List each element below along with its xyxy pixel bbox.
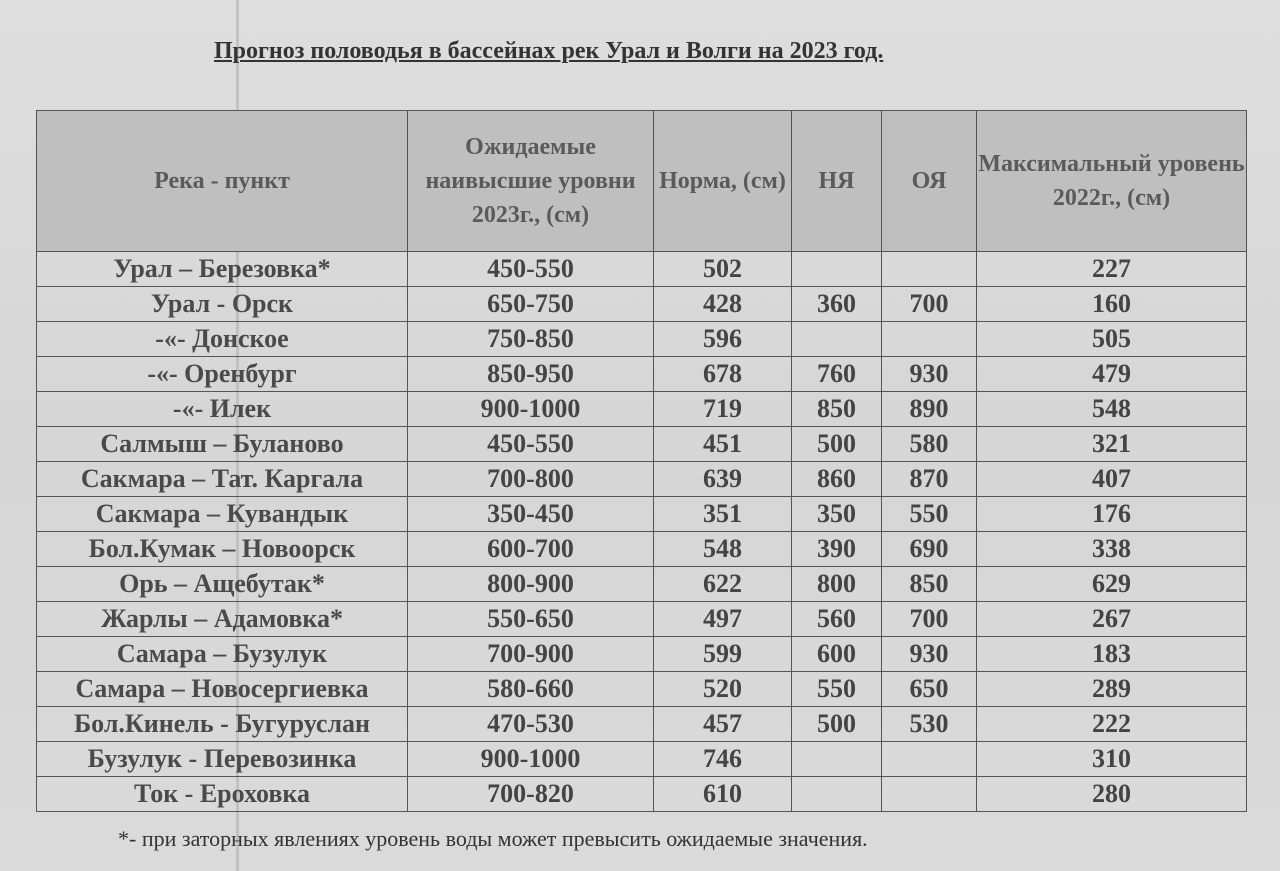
cell-oya: 650: [882, 672, 977, 707]
table-row: [37, 742, 1247, 777]
table-row: [37, 672, 1247, 707]
header-expected-levels: Ожидаемые наивысшие уровни 2023г., (см): [408, 111, 654, 252]
cell-norm: 428: [654, 287, 792, 322]
cell-river-point: -«- Илек: [37, 392, 408, 427]
table-header-row: [37, 111, 1247, 252]
cell-expected: 650-750: [408, 287, 654, 322]
cell-nya: 800: [792, 567, 882, 602]
table-body: [37, 252, 1247, 812]
cell-oya: [882, 742, 977, 777]
table-row: [37, 707, 1247, 742]
table-row: [37, 777, 1247, 812]
cell-norm: 451: [654, 427, 792, 462]
cell-max2022: 160: [977, 287, 1247, 322]
cell-oya: 580: [882, 427, 977, 462]
cell-expected: 700-800: [408, 462, 654, 497]
cell-norm: 746: [654, 742, 792, 777]
cell-oya: 930: [882, 637, 977, 672]
cell-river-point: Салмыш – Буланово: [37, 427, 408, 462]
table-row: [37, 497, 1247, 532]
cell-nya: 350: [792, 497, 882, 532]
cell-norm: 596: [654, 322, 792, 357]
cell-nya: 390: [792, 532, 882, 567]
cell-oya: 870: [882, 462, 977, 497]
header-max-2022: Максимальный уровень 2022г., (см): [977, 111, 1247, 252]
table-row: [37, 287, 1247, 322]
cell-max2022: 176: [977, 497, 1247, 532]
cell-expected: 850-950: [408, 357, 654, 392]
header-nya: НЯ: [792, 111, 882, 252]
cell-max2022: 222: [977, 707, 1247, 742]
cell-norm: 457: [654, 707, 792, 742]
cell-norm: 719: [654, 392, 792, 427]
cell-norm: 351: [654, 497, 792, 532]
cell-river-point: Орь – Ащебутак*: [37, 567, 408, 602]
cell-river-point: Самара – Новосергиевка: [37, 672, 408, 707]
table-row: [37, 427, 1247, 462]
cell-river-point: Ток - Ероховка: [37, 777, 408, 812]
header-river-point: Река - пункт: [37, 111, 408, 252]
cell-nya: 560: [792, 602, 882, 637]
cell-norm: 548: [654, 532, 792, 567]
cell-oya: [882, 322, 977, 357]
cell-river-point: -«- Донское: [37, 322, 408, 357]
cell-oya: 700: [882, 602, 977, 637]
cell-oya: 890: [882, 392, 977, 427]
cell-river-point: Бол.Кумак – Новоорск: [37, 532, 408, 567]
cell-river-point: Бузулук - Перевозинка: [37, 742, 408, 777]
cell-nya: 600: [792, 637, 882, 672]
cell-max2022: 321: [977, 427, 1247, 462]
cell-max2022: 479: [977, 357, 1247, 392]
flood-forecast-table: [36, 110, 1247, 812]
table-row: [37, 637, 1247, 672]
cell-norm: 497: [654, 602, 792, 637]
cell-max2022: 505: [977, 322, 1247, 357]
cell-expected: 550-650: [408, 602, 654, 637]
header-oya: ОЯ: [882, 111, 977, 252]
cell-nya: 500: [792, 427, 882, 462]
document-title: Прогноз половодья в бассейнах рек Урал и Волги на 2023 год.: [214, 38, 884, 64]
cell-max2022: 227: [977, 252, 1247, 287]
table-row: [37, 462, 1247, 497]
cell-oya: 930: [882, 357, 977, 392]
cell-norm: 502: [654, 252, 792, 287]
cell-expected: 470-530: [408, 707, 654, 742]
cell-nya: 500: [792, 707, 882, 742]
cell-oya: 700: [882, 287, 977, 322]
table-row: [37, 532, 1247, 567]
cell-expected: 450-550: [408, 252, 654, 287]
cell-oya: 550: [882, 497, 977, 532]
table-row: [37, 322, 1247, 357]
cell-river-point: Урал – Березовка*: [37, 252, 408, 287]
cell-expected: 900-1000: [408, 392, 654, 427]
cell-river-point: Бол.Кинель - Бугуруслан: [37, 707, 408, 742]
cell-norm: 520: [654, 672, 792, 707]
cell-norm: 678: [654, 357, 792, 392]
cell-norm: 639: [654, 462, 792, 497]
cell-river-point: Урал - Орск: [37, 287, 408, 322]
table-row: [37, 252, 1247, 287]
cell-nya: 760: [792, 357, 882, 392]
cell-max2022: 338: [977, 532, 1247, 567]
cell-nya: 860: [792, 462, 882, 497]
cell-river-point: Сакмара – Тат. Каргала: [37, 462, 408, 497]
cell-river-point: Сакмара – Кувандык: [37, 497, 408, 532]
cell-nya: [792, 252, 882, 287]
table-row: [37, 357, 1247, 392]
cell-expected: 800-900: [408, 567, 654, 602]
cell-oya: [882, 252, 977, 287]
cell-norm: 599: [654, 637, 792, 672]
table-row: [37, 567, 1247, 602]
cell-expected: 750-850: [408, 322, 654, 357]
cell-expected: 600-700: [408, 532, 654, 567]
cell-norm: 622: [654, 567, 792, 602]
cell-oya: 530: [882, 707, 977, 742]
cell-expected: 700-820: [408, 777, 654, 812]
cell-expected: 580-660: [408, 672, 654, 707]
cell-max2022: 267: [977, 602, 1247, 637]
cell-oya: 690: [882, 532, 977, 567]
cell-norm: 610: [654, 777, 792, 812]
table-row: [37, 392, 1247, 427]
cell-max2022: 183: [977, 637, 1247, 672]
cell-max2022: 310: [977, 742, 1247, 777]
cell-river-point: Самара – Бузулук: [37, 637, 408, 672]
cell-oya: [882, 777, 977, 812]
cell-nya: 360: [792, 287, 882, 322]
cell-nya: [792, 742, 882, 777]
header-norm: Норма, (см): [654, 111, 792, 252]
cell-max2022: 289: [977, 672, 1247, 707]
cell-expected: 900-1000: [408, 742, 654, 777]
cell-nya: 850: [792, 392, 882, 427]
cell-river-point: Жарлы – Адамовка*: [37, 602, 408, 637]
cell-max2022: 407: [977, 462, 1247, 497]
cell-max2022: 548: [977, 392, 1247, 427]
table-row: [37, 602, 1247, 637]
cell-oya: 850: [882, 567, 977, 602]
cell-river-point: -«- Оренбург: [37, 357, 408, 392]
cell-expected: 450-550: [408, 427, 654, 462]
cell-expected: 700-900: [408, 637, 654, 672]
cell-max2022: 629: [977, 567, 1247, 602]
cell-expected: 350-450: [408, 497, 654, 532]
cell-max2022: 280: [977, 777, 1247, 812]
footnote: *- при заторных явлениях уровень воды может превысить ожидаемые значения.: [118, 826, 868, 851]
cell-nya: [792, 777, 882, 812]
cell-nya: [792, 322, 882, 357]
cell-nya: 550: [792, 672, 882, 707]
